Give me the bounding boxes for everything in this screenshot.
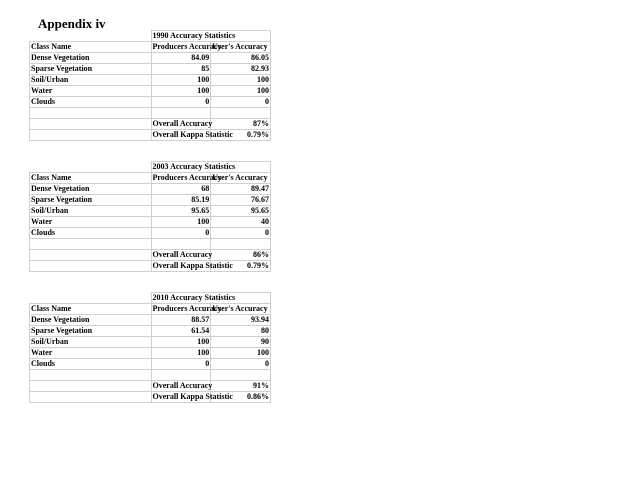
class-name: Water bbox=[30, 217, 152, 228]
accuracy-table-2003 bbox=[29, 161, 271, 272]
producers-accuracy: 100 bbox=[151, 337, 211, 348]
class-name: Clouds bbox=[30, 359, 152, 370]
overall-accuracy-label: Overall Accuracy bbox=[152, 250, 213, 259]
users-accuracy: 89.47 bbox=[211, 184, 271, 195]
users-accuracy: 76.67 bbox=[211, 195, 271, 206]
class-name: Sparse Vegetation bbox=[30, 195, 152, 206]
table-row bbox=[30, 97, 271, 108]
users-accuracy: 0 bbox=[211, 359, 271, 370]
producers-accuracy: 0 bbox=[151, 97, 211, 108]
column-header: User's Accuracy bbox=[211, 42, 271, 53]
producers-accuracy: 100 bbox=[151, 75, 211, 86]
users-accuracy: 100 bbox=[211, 75, 271, 86]
class-name: Water bbox=[30, 86, 152, 97]
class-name: Dense Vegetation bbox=[30, 184, 152, 195]
table-row bbox=[30, 348, 271, 359]
overall-accuracy-label: Overall Accuracy bbox=[152, 381, 213, 390]
column-header: User's Accuracy bbox=[211, 173, 271, 184]
producers-accuracy: 95.65 bbox=[151, 206, 211, 217]
producers-accuracy: 68 bbox=[151, 184, 211, 195]
accuracy-table-1990 bbox=[29, 30, 271, 141]
users-accuracy: 95.65 bbox=[211, 206, 271, 217]
overall-accuracy-value: 86% bbox=[211, 250, 271, 261]
column-header: Producers Accuracy bbox=[152, 42, 222, 51]
users-accuracy: 100 bbox=[211, 86, 271, 97]
table-row bbox=[30, 326, 271, 337]
table-caption: 2010 Accuracy Statistics bbox=[151, 293, 270, 304]
kappa-label: Overall Kappa Statistic bbox=[152, 392, 233, 401]
table-row bbox=[30, 86, 271, 97]
table-row bbox=[30, 184, 271, 195]
overall-accuracy-label: Overall Accuracy bbox=[152, 119, 213, 128]
kappa-label: Overall Kappa Statistic bbox=[152, 261, 233, 270]
column-header: Class Name bbox=[30, 304, 152, 315]
users-accuracy: 100 bbox=[211, 348, 271, 359]
producers-accuracy: 100 bbox=[151, 348, 211, 359]
class-name: Dense Vegetation bbox=[30, 315, 152, 326]
users-accuracy: 0 bbox=[211, 97, 271, 108]
class-name: Soil/Urban bbox=[30, 75, 152, 86]
producers-accuracy: 85.19 bbox=[151, 195, 211, 206]
table-row bbox=[30, 337, 271, 348]
column-header: Producers Accuracy bbox=[152, 304, 222, 313]
producers-accuracy: 100 bbox=[151, 217, 211, 228]
producers-accuracy: 0 bbox=[151, 359, 211, 370]
class-name: Sparse Vegetation bbox=[30, 64, 152, 75]
table-caption: 1990 Accuracy Statistics bbox=[151, 31, 270, 42]
table-row bbox=[30, 195, 271, 206]
table-caption: 2003 Accuracy Statistics bbox=[151, 162, 270, 173]
page-title: Appendix iv bbox=[38, 16, 106, 31]
class-name: Clouds bbox=[30, 97, 152, 108]
kappa-value: 0.79% bbox=[211, 130, 271, 141]
producers-accuracy: 61.54 bbox=[151, 326, 211, 337]
class-name: Water bbox=[30, 348, 152, 359]
table-row bbox=[30, 53, 271, 64]
column-header: Producers Accuracy bbox=[152, 173, 222, 182]
users-accuracy: 82.93 bbox=[211, 64, 271, 75]
class-name: Soil/Urban bbox=[30, 337, 152, 348]
producers-accuracy: 88.57 bbox=[151, 315, 211, 326]
column-header: Class Name bbox=[30, 173, 152, 184]
class-name: Soil/Urban bbox=[30, 206, 152, 217]
producers-accuracy: 0 bbox=[151, 228, 211, 239]
table-row bbox=[30, 206, 271, 217]
kappa-label: Overall Kappa Statistic bbox=[152, 130, 233, 139]
table-row bbox=[30, 315, 271, 326]
column-header: Class Name bbox=[30, 42, 152, 53]
users-accuracy: 90 bbox=[211, 337, 271, 348]
class-name: Sparse Vegetation bbox=[30, 326, 152, 337]
users-accuracy: 0 bbox=[211, 228, 271, 239]
producers-accuracy: 84.09 bbox=[151, 53, 211, 64]
table-row bbox=[30, 75, 271, 86]
overall-accuracy-value: 87% bbox=[211, 119, 271, 130]
table-row bbox=[30, 64, 271, 75]
class-name: Clouds bbox=[30, 228, 152, 239]
producers-accuracy: 85 bbox=[151, 64, 211, 75]
column-header: User's Accuracy bbox=[211, 304, 271, 315]
kappa-value: 0.86% bbox=[211, 392, 271, 403]
producers-accuracy: 100 bbox=[151, 86, 211, 97]
users-accuracy: 80 bbox=[211, 326, 271, 337]
table-row bbox=[30, 228, 271, 239]
class-name: Dense Vegetation bbox=[30, 53, 152, 64]
users-accuracy: 86.05 bbox=[211, 53, 271, 64]
users-accuracy: 40 bbox=[211, 217, 271, 228]
accuracy-table-2010 bbox=[29, 292, 271, 403]
overall-accuracy-value: 91% bbox=[211, 381, 271, 392]
table-row bbox=[30, 359, 271, 370]
kappa-value: 0.79% bbox=[211, 261, 271, 272]
users-accuracy: 93.94 bbox=[211, 315, 271, 326]
table-row bbox=[30, 217, 271, 228]
